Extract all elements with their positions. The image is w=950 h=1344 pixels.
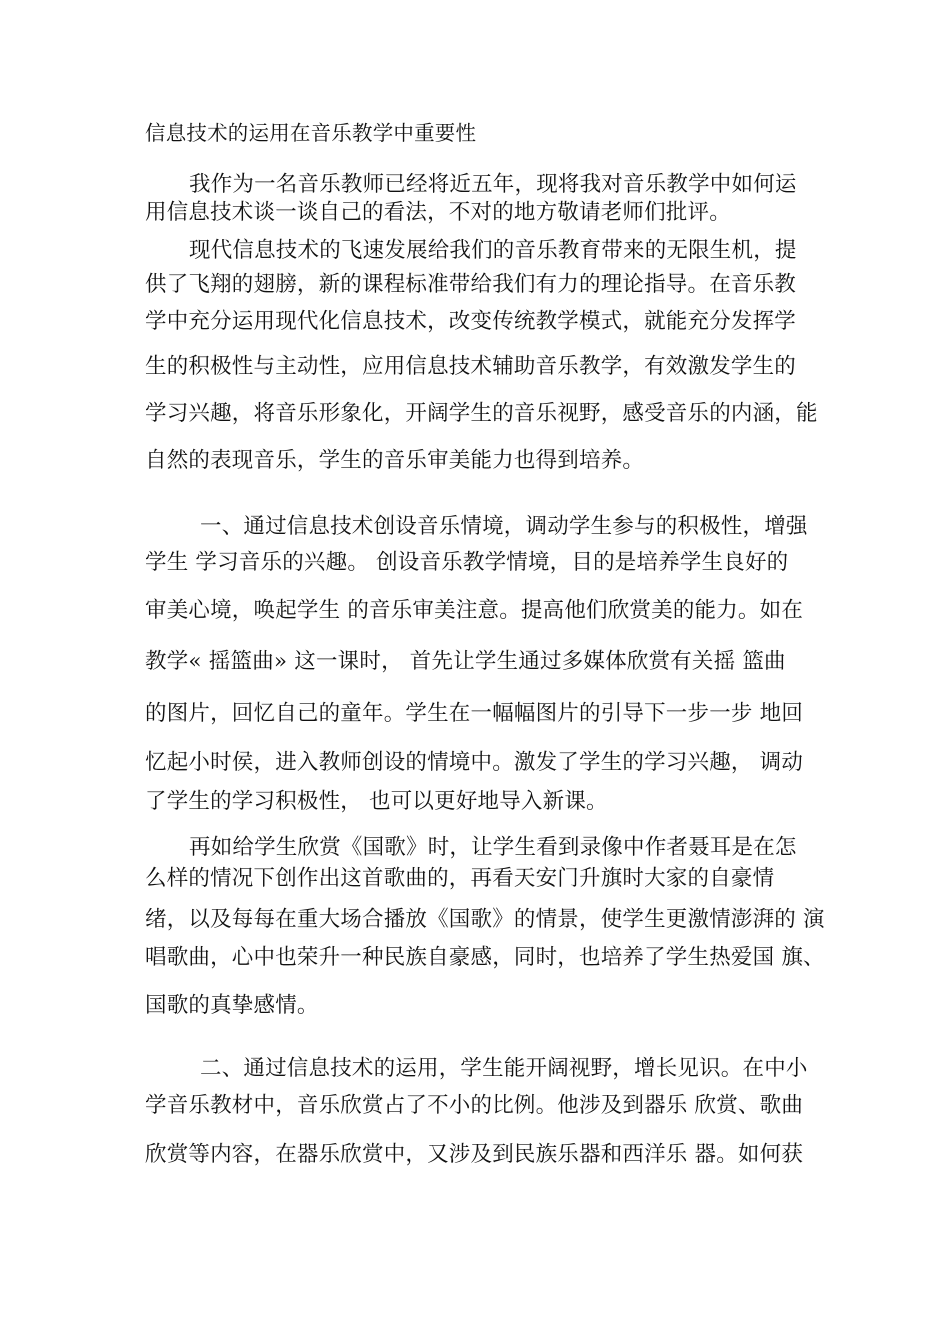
text-line: 学音乐教材中，音乐欣赏占了不小的比例。他涉及到器乐 欣赏、歌曲 <box>145 1093 804 1118</box>
text-line: 自然的表现音乐，学生的音乐审美能力也得到培养。 <box>145 448 645 473</box>
text-line: 国歌的真挚感情。 <box>145 993 319 1018</box>
text-line: 再如给学生欣赏《国歌》时，让学生看到录像中作者聂耳是在怎 <box>189 835 797 860</box>
text-line: 学生 学习音乐的兴趣。 创设音乐教学情境，目的是培养学生良好的 <box>145 550 789 575</box>
text-line: 欣赏等内容，在器乐欣赏中，又涉及到民族乐器和西洋乐 器。如何获 <box>145 1142 804 1167</box>
text-line: 我作为一名音乐教师已经将近五年，现将我对音乐教学中如何运 <box>189 172 797 197</box>
text-line: 么样的情况下创作出这首歌曲的，再看天安门升旗时大家的自豪情 <box>145 866 775 891</box>
text-line: 一、通过信息技术创设音乐情境，调动学生参与的积极性，增强 <box>200 514 808 539</box>
document-title: 信息技术的运用在音乐教学中重要性 <box>145 121 477 145</box>
text-line: 唱歌曲，心中也荣升一种民族自豪感，同时，也培养了学生热爱国 旗、 <box>145 945 825 970</box>
text-line: 供了飞翔的翅膀，新的课程标准带给我们有力的理论指导。在音乐教 <box>145 272 797 297</box>
text-line: 生的积极性与主动性，应用信息技术辅助音乐教学，有效激发学生的 <box>145 354 797 379</box>
text-line: 学中充分运用现代化信息技术，改变传统教学模式，就能充分发挥学 <box>145 309 797 334</box>
text-line: 现代信息技术的飞速发展给我们的音乐教育带来的无限生机，提 <box>189 238 797 263</box>
text-line: 了学生的学习积极性， 也可以更好地导入新课。 <box>145 789 608 814</box>
text-line: 审美心境，唤起学生 的音乐审美注意。提高他们欣赏美的能力。如在 <box>145 598 804 623</box>
text-line: 学习兴趣，将音乐形象化，开阔学生的音乐视野，感受音乐的内涵，能 <box>145 401 818 426</box>
text-line: 二、通过信息技术的运用，学生能开阔视野，增长见识。在中小 <box>200 1056 808 1081</box>
text-line: 忆起小时侯，进入教师创设的情境中。激发了学生的学习兴趣， 调动 <box>145 750 804 775</box>
text-line: 的图片，回忆自己的童年。学生在一幅幅图片的引导下一步一步 地回 <box>145 701 804 726</box>
text-line: 用信息技术谈一谈自己的看法，不对的地方敬请老师们批评。 <box>145 200 731 225</box>
text-line: 绪，以及每每在重大场合播放《国歌》的情景，使学生更激情澎湃的 演 <box>145 907 825 932</box>
text-line: 教学« 摇篮曲» 这一课时， 首先让学生通过多媒体欣赏有关摇 篮曲 <box>145 649 786 674</box>
